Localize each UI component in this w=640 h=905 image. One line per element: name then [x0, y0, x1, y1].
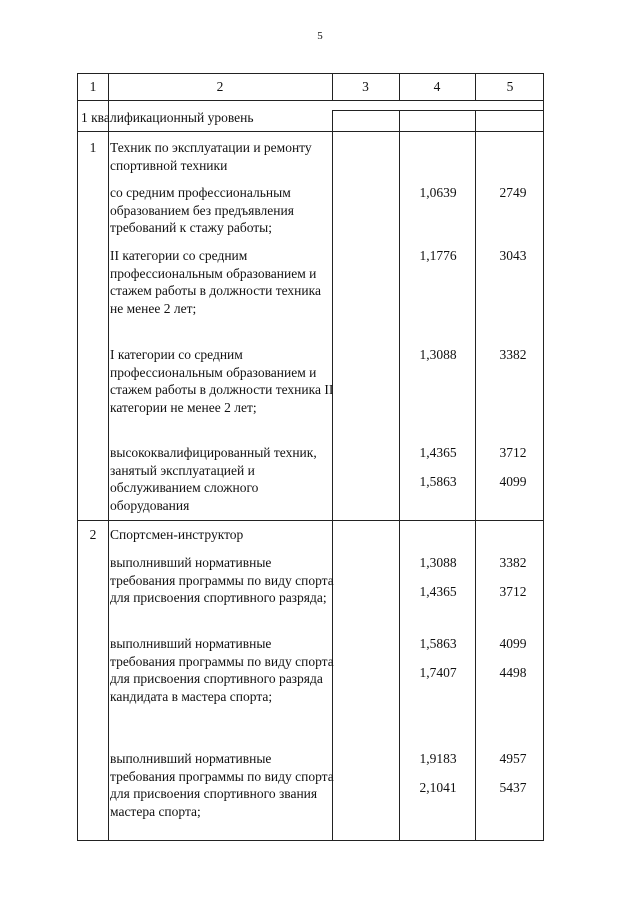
coefficient-value: 1,3088 [419, 555, 457, 570]
coefficient-value: 1,0639 [419, 185, 457, 200]
header-col-2: 2 [216, 79, 224, 94]
salary-value: 3712 [499, 584, 527, 599]
position-title: Спортсмен-инструктор [110, 527, 244, 542]
salary-value: 3712 [499, 445, 527, 460]
entry-description: со средним профессиональным образованием без предъявления требований к стажу работы; [110, 185, 294, 235]
salary-value: 2749 [499, 185, 527, 200]
salary-value: 3043 [499, 248, 527, 263]
entry-description: выполнивший нормативные требования программы по виду спорта для присвоения спортивного разряда кандидата в мастера спорта; [110, 636, 334, 704]
level-subline [332, 110, 543, 111]
header-col-4: 4 [433, 79, 441, 94]
entry-description: I категории со средним профессиональным образованием и стажем работы в должности техника II категории не менее 2 лет; [110, 347, 334, 415]
entry-description: выполнивший нормативные требования программы по виду спорта для присвоения спортивного звания мастера спорта; [110, 751, 334, 819]
salary-value: 4099 [499, 474, 527, 489]
col-divider-1 [108, 74, 109, 840]
header-col-3: 3 [362, 79, 369, 94]
entry-description: выполнивший нормативные требования программы по виду спорта для присвоения спортивного разряда; [110, 555, 334, 605]
coefficient-value: 1,4365 [419, 445, 457, 460]
coefficient-value: 1,5863 [419, 474, 457, 489]
level-divider [78, 131, 543, 132]
col-divider-4 [475, 110, 476, 840]
coefficient-value: 1,7407 [419, 665, 457, 680]
coefficient-value: 1,1776 [419, 248, 457, 263]
salary-value: 4957 [499, 751, 527, 766]
entry-description: II категории со средним профессиональным образованием и стажем работы в должности техника не менее 2 лет; [110, 248, 321, 316]
salary-value: 4099 [499, 636, 527, 651]
coefficient-value: 1,4365 [419, 584, 457, 599]
page-number: 5 [317, 30, 323, 42]
position-title: Техник по эксплуатации и ремонту спортивной техники [110, 140, 312, 173]
salary-value: 3382 [499, 347, 527, 362]
salary-table [77, 73, 544, 841]
coefficient-value: 2,1041 [419, 780, 457, 795]
header-col-1: 1 [89, 79, 97, 94]
header-col-5: 5 [506, 79, 514, 94]
row-divider [78, 520, 543, 521]
header-divider [78, 100, 543, 101]
salary-value: 3382 [499, 555, 527, 570]
row-number: 1 [89, 140, 97, 155]
coefficient-value: 1,3088 [419, 347, 457, 362]
col-divider-3 [399, 110, 400, 840]
salary-value: 5437 [499, 780, 527, 795]
entry-description: высококвалифицированный техник, занятый эксплуатацией и обслуживанием сложного оборудования [110, 445, 317, 513]
salary-value: 4498 [499, 665, 527, 680]
coefficient-value: 1,5863 [419, 636, 457, 651]
coefficient-value: 1,9183 [419, 751, 457, 766]
qualification-level-title: 1 квалификационный уровень [81, 110, 254, 125]
row-number: 2 [89, 527, 97, 542]
